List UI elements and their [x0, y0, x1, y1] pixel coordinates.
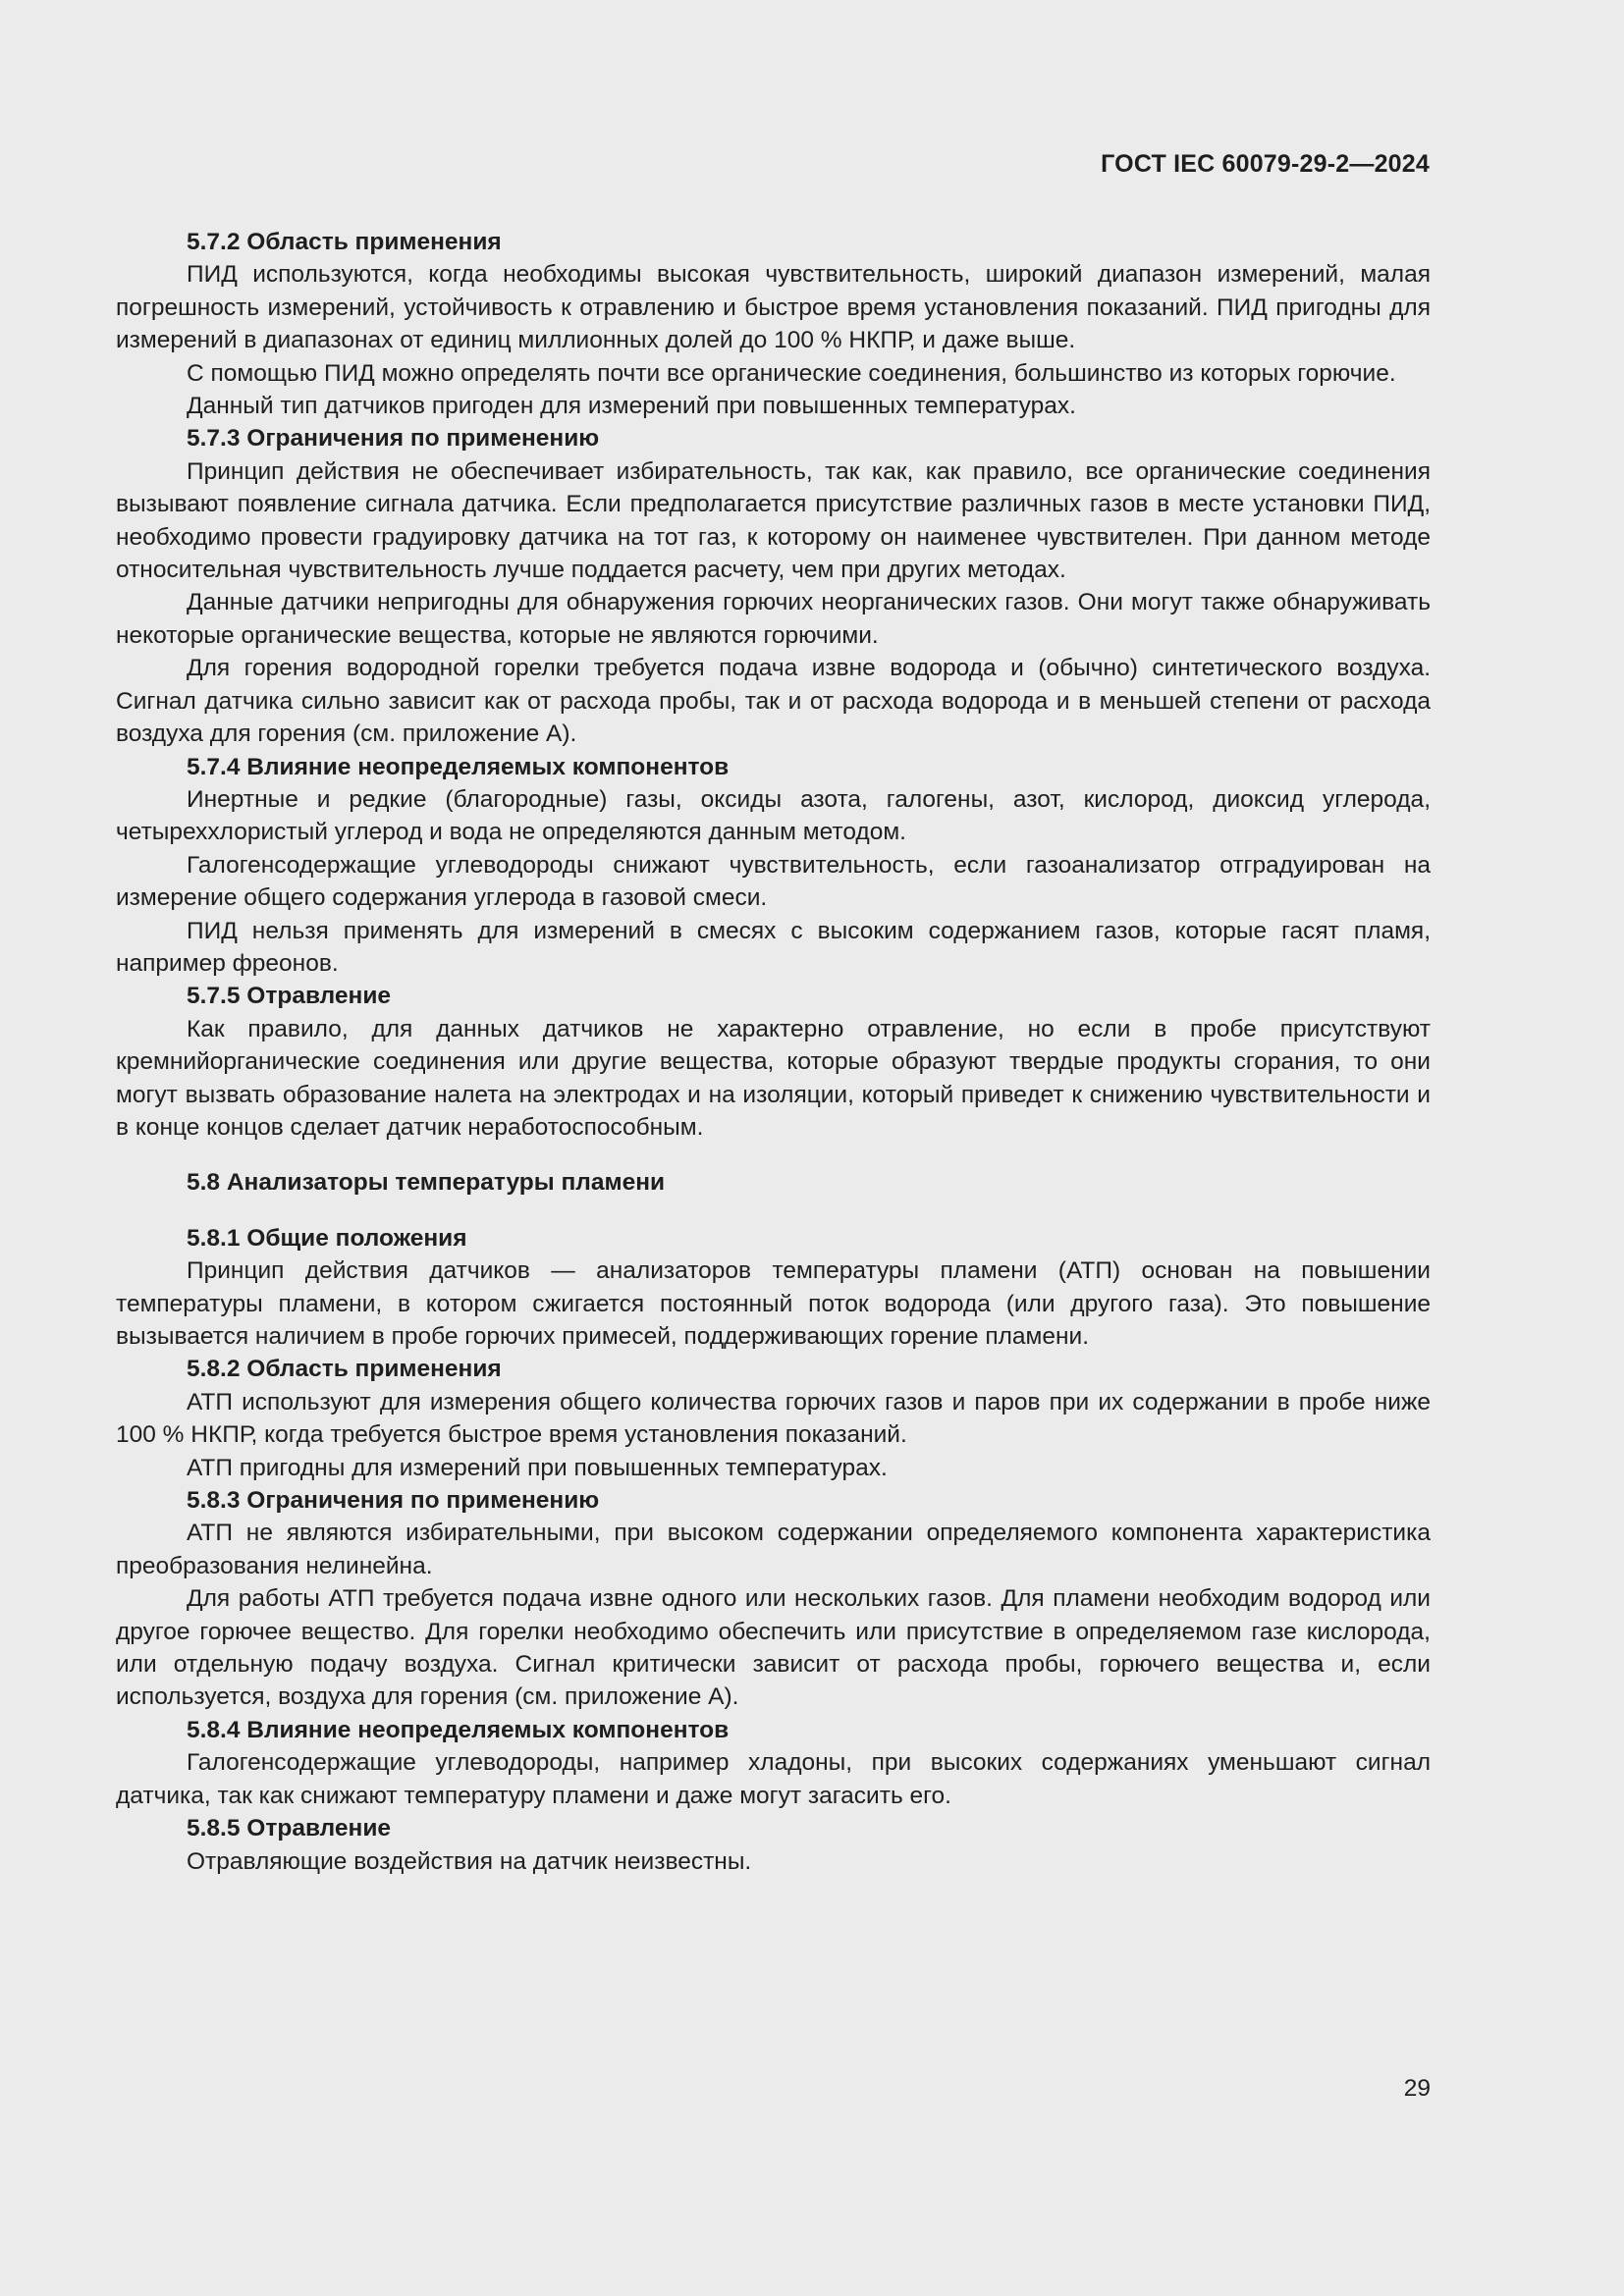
page-number: 29: [1403, 2075, 1431, 2102]
section-heading-5-8-5: 5.8.5 Отравление: [187, 1815, 392, 1842]
paragraph: Принцип действия не обеспечивает избирательность, так как, как правило, все органические соединения вызывают появление сигнала датчика. Если предполагается присутствие различных газов в месте установки ПИД, необходимо провести градуировку датчика на тот газ, к которому он наименее чувствителен. При данном методе относительная чувствительность лучше поддается расчету, чем при других методах.: [116, 457, 1431, 584]
section-heading-5-8-3: 5.8.3 Ограничения по применению: [187, 1487, 600, 1515]
section-heading-5-8-1: 5.8.1 Общие положения: [187, 1224, 467, 1252]
paragraph: Для горения водородной горелки требуется подача извне водорода и (обычно) синтетического воздуха. Сигнал датчика сильно зависит как от расхода пробы, так и от расхода водорода и в меньшей степени от расхода воздуха для горения (см. приложение А).: [116, 655, 1431, 748]
paragraph: Данный тип датчиков пригоден для измерений при повышенных температурах.: [187, 393, 1076, 420]
paragraph: С помощью ПИД можно определять почти все органические соединения, большинство из которых горючие.: [187, 359, 1396, 387]
section-heading-5-8: 5.8 Анализаторы температуры пламени: [187, 1169, 666, 1197]
section-heading-5-8-4: 5.8.4 Влияние неопределяемых компонентов: [187, 1716, 730, 1743]
section-heading-5-7-5: 5.7.5 Отравление: [187, 983, 392, 1010]
paragraph: Галогенсодержащие углеводороды, например хладоны, при высоких содержаниях уменьшают сигнал датчика, так как снижают температуру пламени и даже могут загасить его.: [116, 1749, 1431, 1809]
page-content: [116, 226, 1431, 1878]
paragraph: ПИД нельзя применять для измерений в смесях с высоким содержанием газов, которые гасят пламя, например фреонов.: [116, 917, 1431, 977]
paragraph: АТП используют для измерения общего количества горючих газов и паров при их содержании в пробе ниже 100 % НКПР, когда требуется быстрое время установления показаний.: [116, 1388, 1431, 1449]
section-heading-5-7-4: 5.7.4 Влияние неопределяемых компонентов: [187, 753, 730, 780]
paragraph: Галогенсодержащие углеводороды снижают чувствительность, если газоанализатор отградуирован на измерение общего содержания углерода в газовой смеси.: [116, 851, 1431, 912]
section-heading-5-7-2: 5.7.2 Область применения: [187, 229, 502, 255]
section-heading-5-8-2: 5.8.2 Область применения: [187, 1356, 502, 1383]
paragraph: АТП не являются избирательными, при высоком содержании определяемого компонента характеристика преобразования нелинейна.: [116, 1520, 1431, 1579]
paragraph: Как правило, для данных датчиков не характерно отравление, но если в пробе присутствуют кремнийорганические соединения или другие вещества, которые образуют твердые продукты сгорания, то они могут вызвать образование налета на электродах и на изоляции, который приведет к снижению чувствительности и в конце концов сделает датчик неработоспособным.: [116, 1015, 1431, 1141]
paragraph: Для работы АТП требуется подача извне одного или нескольких газов. Для пламени необходим водород или другое горючее вещество. Для горелки необходимо обеспечить или присутствие в определяемом газе кислорода, или отдельную подачу воздуха. Сигнал критически зависит от расхода пробы, горючего вещества и, если используется, воздуха для горения (см. приложение А).: [116, 1585, 1431, 1711]
paragraph: Инертные и редкие (благородные) газы, оксиды азота, галогены, азот, кислород, диоксид углерода, четыреххлористый углерод и вода не определяются данным методом.: [116, 785, 1431, 846]
paragraph: Данные датчики непригодны для обнаружения горючих неорганических газов. Они могут также обнаруживать некоторые органические вещества, которые не являются горючими.: [116, 589, 1431, 649]
paragraph: Отравляющие воздействия на датчик неизвестны.: [187, 1847, 752, 1875]
document-standard-header: ГОСТ IEC 60079-29-2—2024: [1101, 150, 1430, 178]
section-heading-5-7-3: 5.7.3 Ограничения по применению: [187, 425, 600, 453]
paragraph: Принцип действия датчиков — анализаторов температуры пламени (АТП) основан на повышении температуры пламени, в котором сжигается постоянный поток водорода (или другого газа). Это повышение вызывается наличием в пробе горючих примесей, поддерживающих горение пламени.: [116, 1257, 1431, 1350]
paragraph: ПИД используются, когда необходимы высокая чувствительность, широкий диапазон измерений, малая погрешность измерений, устойчивость к отравлению и быстрое время установления показаний. ПИД пригодны для измерений в диапазонах от единиц миллионных долей до 100 % НКПР, и даже выше.: [116, 261, 1431, 354]
paragraph: АТП пригодны для измерений при повышенных температурах.: [187, 1454, 888, 1481]
